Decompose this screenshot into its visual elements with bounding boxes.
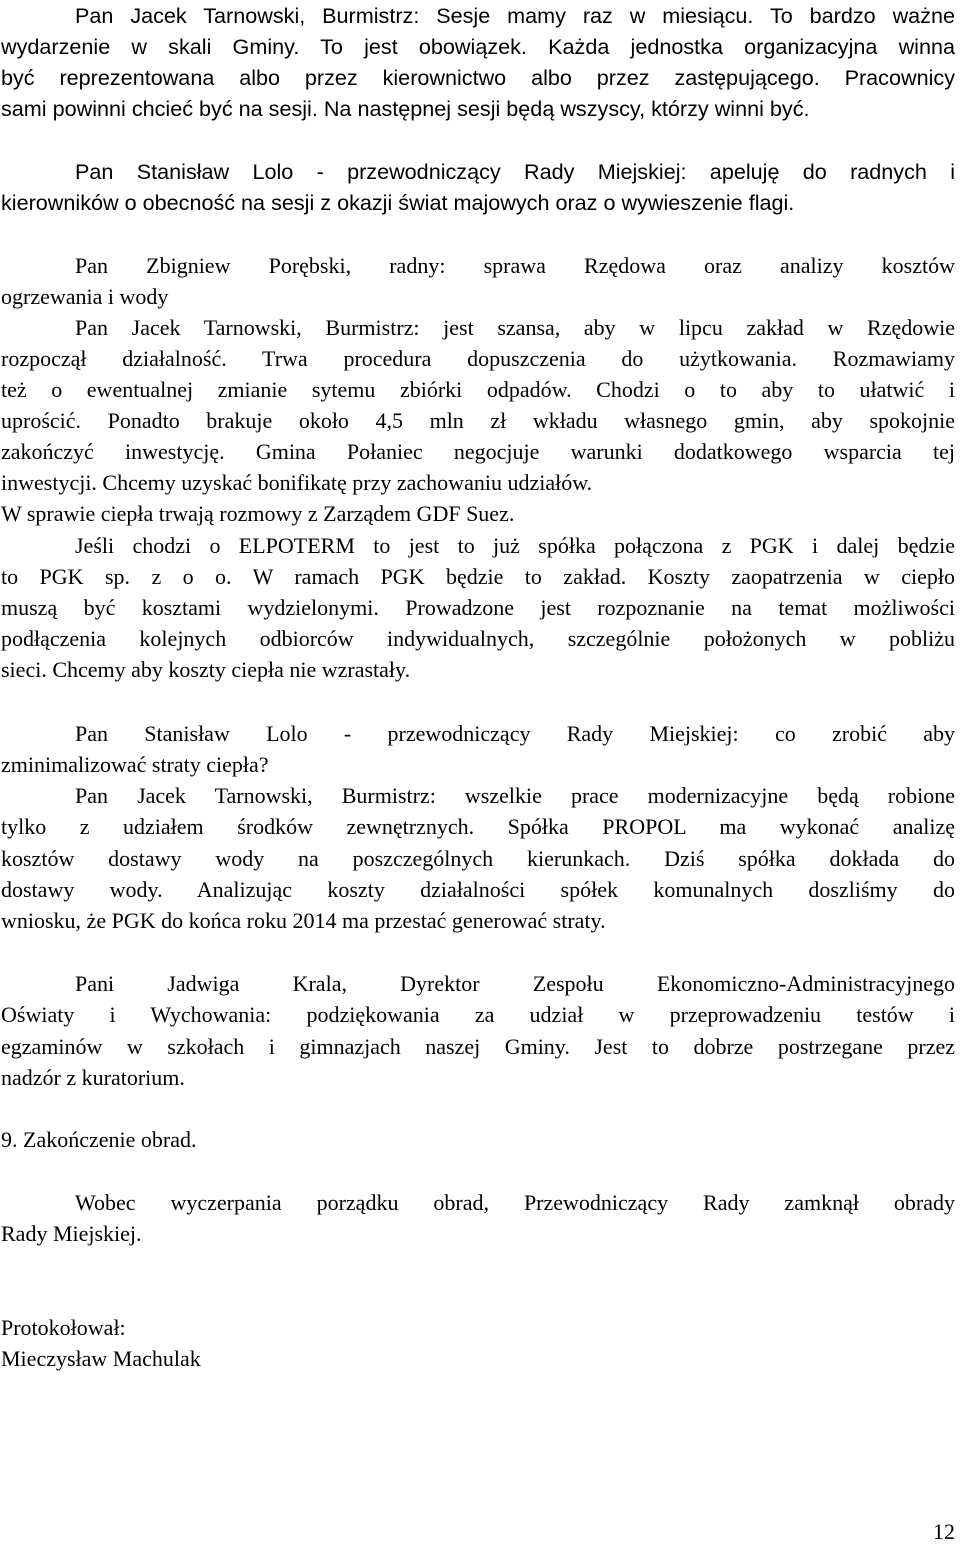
text-line: muszą być kosztami wydzielonymi. Prowadzone jest rozpoznanie na temat możliwości bbox=[1, 595, 955, 620]
text-line: W sprawie ciepła trwają rozmowy z Zarządem GDF Suez. bbox=[1, 501, 515, 526]
text-line: zminimalizować straty ciepła? bbox=[1, 752, 269, 777]
text-line: Pan Stanisław Lolo - przewodniczący Rady Miejskiej: apeluję do radnych i bbox=[75, 159, 955, 184]
text-line: egzaminów w szkołach i gimnazjach naszej Gminy. Jest to dobrze postrzegane przez bbox=[1, 1034, 955, 1059]
text-line: Pan Zbigniew Porębski, radny: sprawa Rzędowa oraz analizy kosztów bbox=[75, 253, 955, 278]
text-line: tylko z udziałem środków zewnętrznych. Spółka PROPOL ma wykonać analizę bbox=[1, 814, 955, 839]
text-line: zakończyć inwestycję. Gmina Połaniec negocjuje warunki dodatkowego wsparcia tej bbox=[1, 439, 955, 464]
text-line: kierowników o obecność na sesji z okazji świat majowych oraz o wywieszenie flagi. bbox=[1, 190, 795, 215]
text-line: rozpoczął działalność. Trwa procedura dopuszczenia do użytkowania. Rozmawiamy bbox=[1, 346, 955, 371]
text-line: Pan Jacek Tarnowski, Burmistrz: wszelkie prace modernizacyjne będą robione bbox=[75, 783, 955, 808]
text-line: nadzór z kuratorium. bbox=[1, 1065, 185, 1090]
text-line: sami powinni chcieć być na sesji. Na następnej sesji będą wszyscy, którzy winni być. bbox=[1, 96, 810, 121]
text-line: też o ewentualnej zmianie sytemu zbiórki odpadów. Chodzi o to aby to ułatwić i bbox=[1, 377, 955, 402]
text-line: Jeśli chodzi o ELPOTERM to jest to już spółka połączona z PGK i dalej będzie bbox=[75, 533, 955, 558]
text-line: kosztów dostawy wody na poszczególnych kierunkach. Dziś spółka dokłada do bbox=[1, 846, 955, 871]
text-line: podłączenia kolejnych odbiorców indywidualnych, szczególnie położonych w pobliżu bbox=[1, 626, 955, 651]
text-line: Pani Jadwiga Krala, Dyrektor Zespołu Ekonomiczno-Administracyjnego bbox=[75, 971, 955, 996]
text-line: Rady Miejskiej. bbox=[1, 1221, 142, 1246]
text-line: sieci. Chcemy aby koszty ciepła nie wzrastały. bbox=[1, 657, 411, 682]
text-line: być reprezentowana albo przez kierownictwo albo przez zastępującego. Pracownicy bbox=[1, 65, 955, 90]
text-line: uprościć. Ponadto brakuje około 4,5 mln zł wkładu własnego gmin, aby spokojnie bbox=[1, 408, 955, 433]
section-heading: 9. Zakończenie obrad. bbox=[1, 1127, 197, 1152]
text-line: Pan Jacek Tarnowski, Burmistrz: jest szansa, aby w lipcu zakład w Rzędowie bbox=[75, 315, 955, 340]
text-line: Wobec wyczerpania porządku obrad, Przewodniczący Rady zamknął obrady bbox=[75, 1190, 955, 1215]
signature-name: Mieczysław Machulak bbox=[1, 1346, 201, 1371]
text-line: Oświaty i Wychowania: podziękowania za udział w przeprowadzeniu testów i bbox=[1, 1002, 955, 1027]
text-line: Pan Jacek Tarnowski, Burmistrz: Sesje mamy raz w miesiącu. To bardzo ważne bbox=[75, 3, 955, 28]
text-line: dostawy wody. Analizując koszty działalności spółek komunalnych doszliśmy do bbox=[1, 877, 955, 902]
signature-label: Protokołował: bbox=[1, 1315, 126, 1340]
text-line: Pan Stanisław Lolo - przewodniczący Rady Miejskiej: co zrobić aby bbox=[75, 721, 955, 746]
text-line: wydarzenie w skali Gminy. To jest obowiązek. Każda jednostka organizacyjna winna bbox=[1, 34, 955, 59]
text-line: wniosku, że PGK do końca roku 2014 ma przestać generować straty. bbox=[1, 908, 606, 933]
text-line: ogrzewania i wody bbox=[1, 284, 169, 309]
text-line: inwestycji. Chcemy uzyskać bonifikatę przy zachowaniu udziałów. bbox=[1, 470, 593, 495]
text-line: to PGK sp. z o o. W ramach PGK będzie to zakład. Koszty zaopatrzenia w ciepło bbox=[1, 564, 955, 589]
page-number: 12 bbox=[933, 1519, 955, 1544]
